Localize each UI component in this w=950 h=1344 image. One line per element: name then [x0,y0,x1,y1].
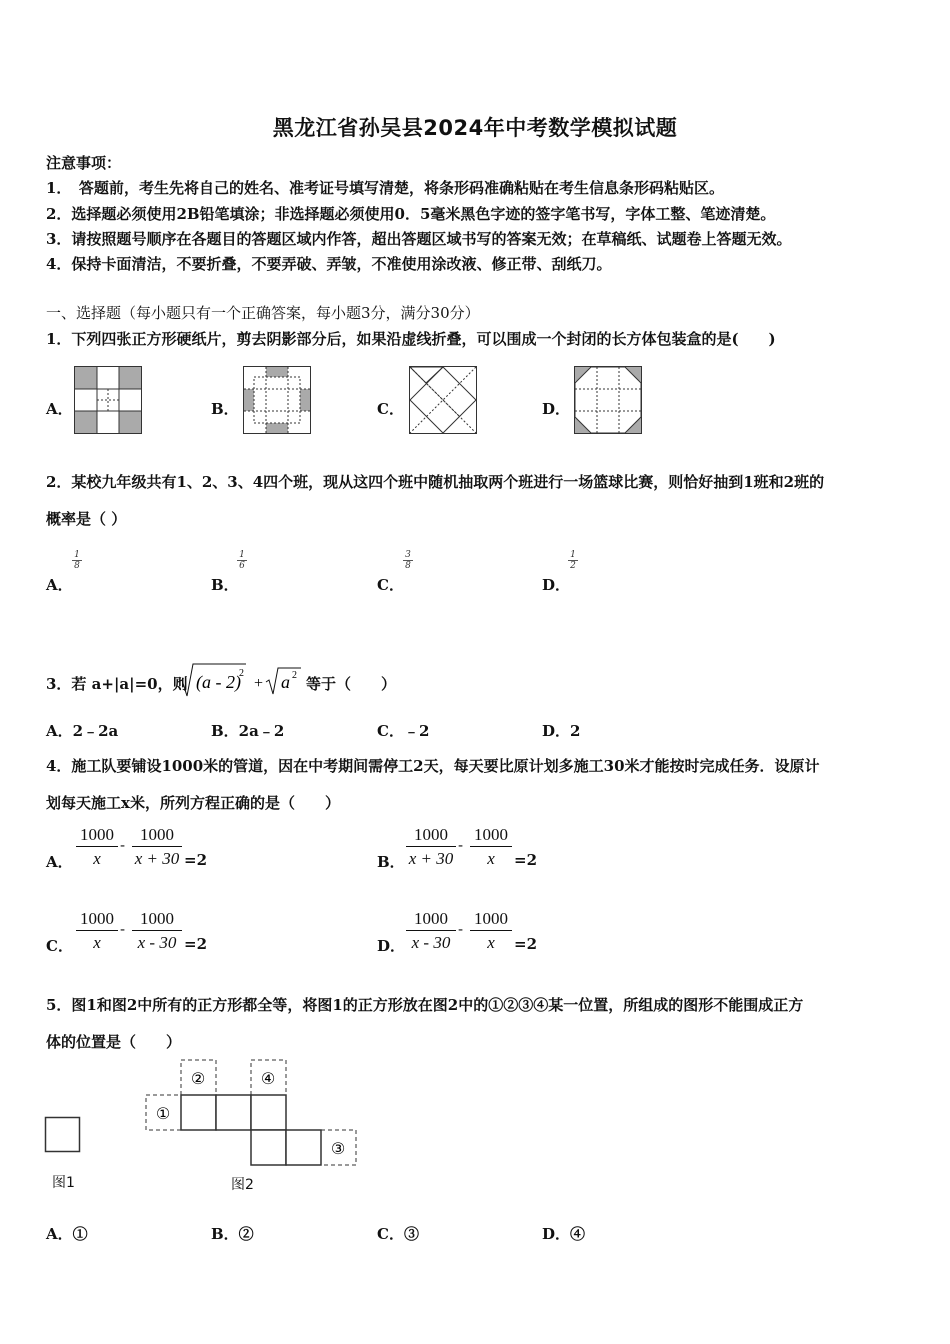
q3-radical-expression [176,660,304,700]
q2-option-d-label: D． [542,576,571,594]
q3-option-d: D．2 [542,722,581,740]
q3-expr1: (a - 2) [196,672,241,692]
q4-a-fraction-1: $\frac{1000}{x}$ [76,824,118,871]
q4-b-fraction-2: $\frac{1000}{x}$ [470,824,512,871]
q5-mark-3: ③ [330,1139,346,1158]
q4-option-c-label: C． [46,937,73,955]
q4-c-equals: =2 [184,935,208,953]
q5-mark-2: ② [190,1069,206,1088]
q5-mark-4: ④ [260,1069,276,1088]
q1-option-b-label: B． [211,400,239,418]
q4-option-a-label: A． [46,853,73,871]
section-heading: 一、选择题（每小题只有一个正确答案，每小题3分，满分30分） [46,304,480,322]
q3-exp1: 2 [239,668,244,679]
q1-option-d-label: D． [542,400,571,418]
q5-option-a: A．① [46,1225,88,1243]
q3-exp2: 2 [292,670,297,681]
q2-stem-line-1: 2．某校九年级共有1、2、3、4四个班，现从这四个班中随机抽取两个班进行一场篮球比赛，则恰好抽到1班和2班的 [46,473,825,491]
q5-stem-line-2: 体的位置是（ ） [46,1033,182,1051]
q4-c-fraction-1: $\frac{1000}{x}$ [76,908,118,955]
q5-option-c: C．③ [377,1225,419,1243]
q4-d-minus: - [458,920,464,938]
notice-item-3: 3．请按照题号顺序在各题目的答题区域内作答，超出答题区域书写的答案无效；在草稿纸、试题卷上答题无效。 [46,230,792,248]
q2-option-b-label: B． [211,576,239,594]
q4-option-b-label: B． [377,853,405,871]
q3-option-a: A．2﹣2a [46,722,119,740]
q1-option-c-label: C． [377,400,404,418]
q4-b-equals: =2 [514,851,538,869]
q3-expr2: a [281,672,290,692]
q4-b-fraction-1: $\frac{1000}{x + 30}$ [406,824,456,871]
notice-item-1: 1． 答题前，考生先将自己的姓名、准考证号填写清楚，将条形码准确粘贴在考生信息条形码粘贴区。 [46,179,724,197]
q5-stem-line-1: 5．图1和图2中所有的正方形都全等，将图1的正方形放在图2中的①②③④某一位置，所组成的图形不能围成正方 [46,996,804,1014]
q2-option-d-fraction: 1 2 [568,550,578,571]
notice-heading: 注意事项： [46,154,122,172]
q2-option-b-fraction: 1 6 [237,550,247,571]
q1-figure-b [243,366,311,434]
q4-d-fraction-1: $\frac{1000}{x - 30}$ [406,908,456,955]
q4-option-d-label: D． [377,937,406,955]
q1-option-a-label: A． [46,400,73,418]
q4-a-minus: - [120,836,126,854]
q1-stem: 1．下列四张正方形硬纸片，剪去阴影部分后，如果沿虚线折叠，可以围成一个封闭的长方体包装盒的是( ) [46,330,776,348]
q3-suffix: 等于（ ） [306,675,397,693]
q3-prefix: 3．若 a+|a|=0，则 [46,675,188,693]
q2-stem-line-2: 概率是（ ） [46,510,127,528]
q5-figure-1-square [44,1116,84,1156]
q3-plus: + [254,675,264,692]
q2-option-a-label: A． [46,576,73,594]
notice-item-2: 2．选择题必须使用2B铅笔填涂；非选择题必须使用0．5毫米黑色字迹的签字笔书写，字体工整、笔迹清楚。 [46,205,776,223]
q4-c-fraction-2: $\frac{1000}{x - 30}$ [132,908,182,955]
q5-figure-2-label: 图2 [231,1177,254,1193]
q2-option-c-label: C． [377,576,404,594]
q4-stem-line-1: 4．施工队要铺设1000米的管道，因在中考期间需停工2天，每天要比原计划多施工30米才能按时完成任务．设原计 [46,757,820,775]
q1-figure-d [574,366,642,434]
q4-c-minus: - [120,920,126,938]
q3-option-c: C．﹣2 [377,722,430,740]
q5-option-b: B．② [211,1225,254,1243]
q4-a-fraction-2: $\frac{1000}{x + 30}$ [132,824,182,871]
q2-option-c-fraction: 3 8 [403,550,413,571]
q5-mark-1: ① [155,1104,171,1123]
q2-option-a-fraction: 1 8 [72,550,82,571]
q5-figure-2 [144,1058,358,1168]
q5-option-d: D．④ [542,1225,586,1243]
q3-option-b: B．2a﹣2 [211,722,285,740]
q4-d-fraction-2: $\frac{1000}{x}$ [470,908,512,955]
q5-figure-1-label: 图1 [52,1175,75,1191]
notice-item-4: 4．保持卡面清洁，不要折叠，不要弄破、弄皱，不准使用涂改液、修正带、刮纸刀。 [46,255,612,273]
q1-figure-c [409,366,477,434]
q4-a-equals: =2 [184,851,208,869]
page-title: 黑龙江省孙吴县2024年中考数学模拟试题 [272,116,678,140]
q4-stem-line-2: 划每天施工x米，所列方程正确的是（ ） [46,794,340,812]
q1-figure-a [74,366,142,434]
q4-b-minus: - [458,836,464,854]
q4-d-equals: =2 [514,935,538,953]
